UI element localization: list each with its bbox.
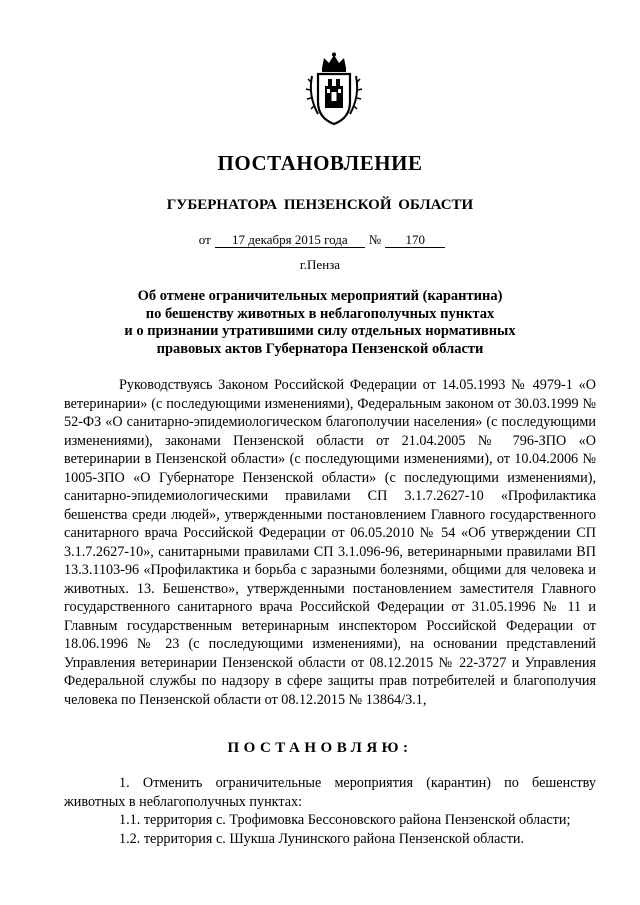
resolve-heading: ПОСТАНОВЛЯЮ:: [227, 740, 413, 756]
item-1: 1. Отменить ограничительные мероприятия (карантин) по бешенству животных в неблагополучных пунктах:: [64, 775, 596, 810]
document-type: ПОСТАНОВЛЕНИЕ: [217, 151, 423, 175]
title-line: и о признании утратившими силу отдельных нормативных: [124, 323, 516, 339]
date-number-line: [0, 232, 640, 248]
preamble-paragraph: Руководствуясь Законом Российской Федерации от 14.05.1993 № 4979-1 «О ветеринарии» (с последующими изменениями), Федеральным законом от 30.03.1999 № 52-ФЗ «О санитарно-эпидемиологическом благополучии населения» (с последующими изменениями), законами Пензенской области от 21.04.2005 № 796-ЗПО «О ветеринарии в Пензенской области» (с последующими изменениями), от 10.04.2006 № 1005-ЗПО «О Губернаторе Пензенской области» (с последующими изменениями), санитарно-эпидемиологическими правилами СП 3.1.7.2627-10 «Профилактика бешенства среди людей», утвержденными постановлением Главного государственного санитарного врача Российской Федерации от 06.05.2010 № 54 «Об утверждении СП 3.1.7.2627-10», санитарными правилами СП 3.1.096-96, ветеринарными правилами ВП 13.3.1103-96 «Профилактика и борьба с заразными болезнями, общими для человека и животных. 13. Бешенство», утвержденными постановлением заместителя Главного государственного санитарного врача Российской Федерации от 31.05.1996 № 11 и Главным государственным ветеринарным инспектором Российской Федерации от 18.06.1996 № 23 (с последующими изменениями), на основании представлений Управления ветеринарии Пензенской области от 08.12.2015 № 22-3727 и Управления Федеральной службы по надзору в сфере защиты прав потребителей и благополучия человека по Пензенской области от 08.12.2015 № 13864/3.1,: [64, 377, 596, 708]
title-line: по бешенству животных в неблагополучных пунктах: [145, 305, 495, 322]
preamble-block: [64, 376, 596, 709]
document-date: 17 декабря 2015 года: [215, 233, 365, 248]
date-prefix: от: [198, 232, 211, 247]
issuer-title: ГУБЕРНАТОРА ПЕНЗЕНСКОЙ ОБЛАСТИ: [166, 197, 474, 213]
document-title: [100, 288, 540, 358]
number-prefix: №: [368, 232, 382, 247]
document-number: 170: [385, 233, 445, 248]
city: г.Пенза: [299, 257, 341, 272]
title-line: Об отмене ограничительных мероприятий (карантина): [137, 288, 503, 304]
coat-of-arms-icon: [302, 52, 366, 126]
item-1-2: 1.2. территория с. Шукша Лунинского района Пензенской области.: [119, 831, 525, 847]
title-line: правовых актов Губернатора Пензенской области: [156, 340, 484, 357]
item-1-1: 1.1. территория с. Трофимовка Бессоновского района Пензенской области;: [119, 812, 571, 828]
